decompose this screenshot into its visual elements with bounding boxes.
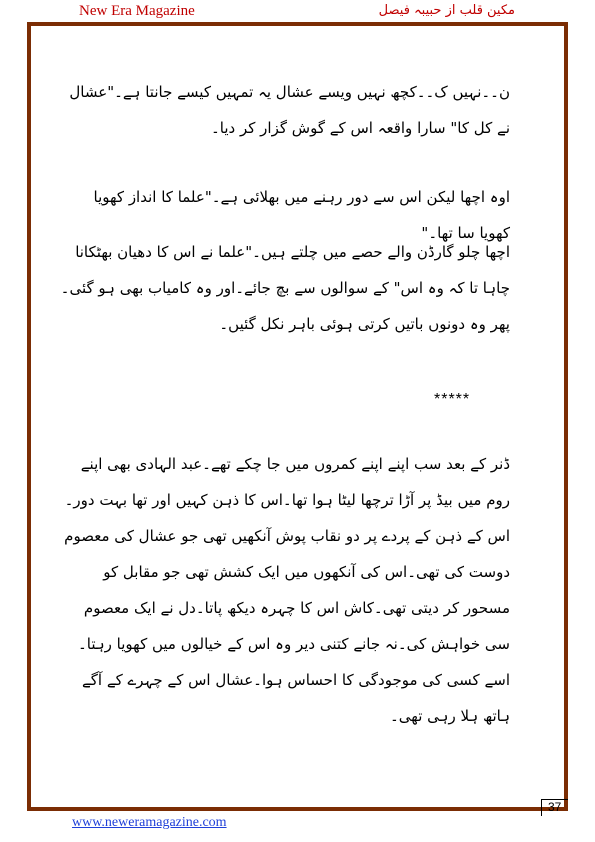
magazine-name: New Era Magazine <box>79 3 195 19</box>
paragraph-3: اچھا چلو گارڈن والے حصے میں چلتے ہیں۔"علما نے اس کا دھیان بھٹکانا چاہا تا کہ وہ اس" کے سوالوں سے بچ جائے۔اور وہ کامیاب بھی ہو گئی۔پھر وہ دونوں باتیں کرتی ہوئی باہر نکل گئیں۔ <box>60 243 510 333</box>
paragraph-1: ن۔۔نہیں ک۔۔کچھ نہیں ویسے عشال یہ تمہیں کیسے جانتا ہے۔"عشال نے کل کا" سارا واقعہ اس کے گوش گزار کر دیا۔ <box>69 83 510 137</box>
paragraph-4: ڈنر کے بعد سب اپنے اپنے کمروں میں جا چکے تھے۔عبد الہادی بھی اپنے روم میں بیڈ پر آڑا ترچھا لیٹا ہوا تھا۔اس کا ذہن کہیں اور تھا بہت دور۔اس کے ذہن کے پردے پر دو نقاب پوش آنکھیں تھی جو عشال کی معصوم دوست کی تھی۔اس کی آنکھوں میں ایک کشش تھی جو مقابل کو مسحور کر دیتی تھی۔کاش اس کا چہرہ دیکھ پاتا۔دل نے ایک معصوم سی خواہش کی۔نہ جانے کتنی دیر وہ اس کے خیالوں میں کھویا رہتا۔اسے کسی کی موجودگی کا احساس ہوا۔عشال اس کے چہرے کے آگے ہاتھ ہلا رہی تھی۔ <box>64 455 510 725</box>
page-number: 37 <box>548 800 562 814</box>
paragraph-2: اوہ اچھا لیکن اس سے دور رہنے میں بھلائی ہے۔"علما کا انداز کھویا کھویا سا تھا۔" <box>93 188 510 242</box>
footer-link[interactable]: www.neweramagazine.com <box>72 815 227 830</box>
section-separator: ***** <box>434 391 471 408</box>
story-title: مکین قلب از حبیبہ فیصل <box>378 3 515 18</box>
